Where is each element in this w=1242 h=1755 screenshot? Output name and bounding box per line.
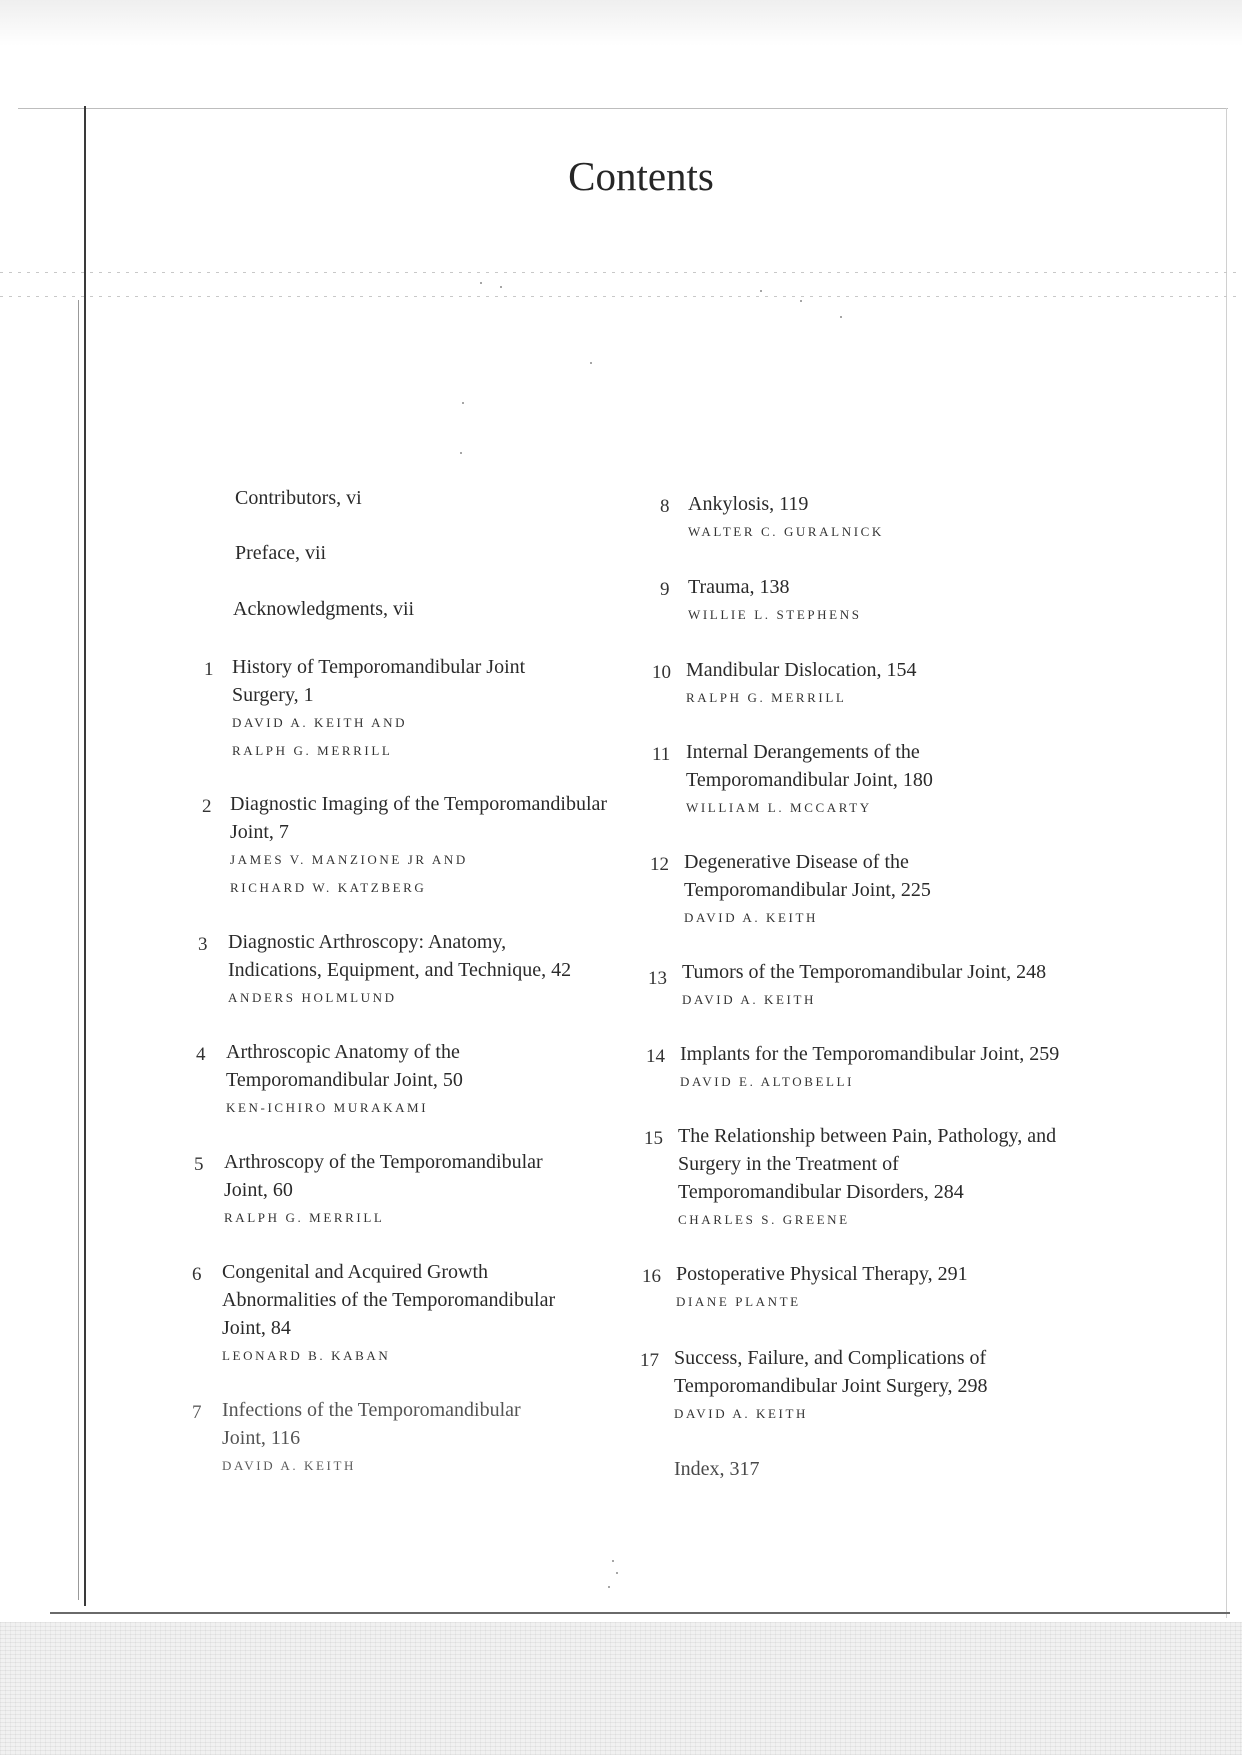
toc-entry-chapter-11 bbox=[652, 738, 933, 822]
toc-entry-chapter-6 bbox=[194, 1258, 555, 1370]
chapter-title-line: Ankylosis, 119 bbox=[688, 493, 809, 515]
back-matter-index: Index, 317 bbox=[674, 1458, 760, 1480]
faint-scan-band bbox=[0, 296, 1242, 297]
toc-entry-chapter-5 bbox=[196, 1148, 543, 1232]
chapter-author: WILLIAM L. MCCARTY bbox=[686, 800, 872, 815]
chapter-author: ANDERS HOLMLUND bbox=[228, 990, 397, 1005]
chapter-number: 6 bbox=[192, 1264, 202, 1285]
chapter-author: RALPH G. MERRILL bbox=[686, 690, 847, 705]
chapter-author: RICHARD W. KATZBERG bbox=[230, 880, 427, 895]
chapter-title-line: Success, Failure, and Complications of bbox=[674, 1347, 987, 1369]
chapter-title-line: Tumors of the Temporomandibular Joint, 248 bbox=[682, 961, 1047, 983]
chapter-title-line: History of Temporomandibular Joint bbox=[232, 656, 526, 678]
page-title: Contents bbox=[568, 153, 714, 199]
chapter-author: DAVID A. KEITH bbox=[674, 1406, 809, 1421]
chapter-author: RALPH G. MERRILL bbox=[232, 743, 393, 758]
scan-bottom-noise bbox=[0, 1622, 1242, 1755]
chapter-number: 5 bbox=[194, 1154, 204, 1175]
chapter-title-line: Infections of the Temporomandibular bbox=[222, 1399, 521, 1421]
toc-entry-chapter-7 bbox=[194, 1396, 521, 1480]
chapter-author: LEONARD B. KABAN bbox=[222, 1348, 391, 1363]
toc-entry-chapter-12 bbox=[650, 848, 931, 932]
chapter-title-line: Joint, 116 bbox=[222, 1427, 301, 1449]
dust-speck bbox=[590, 362, 592, 364]
chapter-author: DAVID A. KEITH bbox=[682, 992, 817, 1007]
chapter-title-line: Surgery, 1 bbox=[232, 684, 314, 706]
chapter-author: DAVID A. KEITH bbox=[222, 1458, 357, 1473]
dust-speck bbox=[840, 316, 842, 318]
chapter-number: 4 bbox=[196, 1044, 206, 1065]
chapter-title-line: Temporomandibular Joint, 50 bbox=[226, 1069, 463, 1091]
toc-entry-chapter-16 bbox=[642, 1260, 968, 1316]
chapter-author: DIANE PLANTE bbox=[676, 1294, 801, 1309]
chapter-number: 1 bbox=[204, 659, 214, 680]
chapter-number: 13 bbox=[648, 968, 667, 989]
chapter-title-line: Diagnostic Imaging of the Temporomandibular bbox=[230, 793, 608, 815]
dust-speck bbox=[760, 290, 762, 292]
chapter-title-line: Arthroscopy of the Temporomandibular bbox=[224, 1151, 543, 1173]
chapter-number: 11 bbox=[652, 744, 671, 765]
dust-speck bbox=[612, 1560, 614, 1562]
chapter-author: CHARLES S. GREENE bbox=[678, 1212, 850, 1227]
chapter-number: 3 bbox=[198, 934, 208, 955]
front-matter-contributors: Contributors, vi bbox=[235, 487, 362, 509]
toc-entry-chapter-4 bbox=[198, 1038, 463, 1122]
chapter-author: WILLIE L. STEPHENS bbox=[688, 607, 862, 622]
page-top-edge bbox=[18, 108, 1228, 109]
chapter-number: 14 bbox=[646, 1046, 665, 1067]
chapter-title-line: Temporomandibular Joint, 180 bbox=[686, 769, 933, 791]
page-right-edge bbox=[1226, 108, 1227, 1618]
chapter-number: 15 bbox=[644, 1128, 663, 1149]
chapter-number: 8 bbox=[660, 496, 670, 517]
chapter-title-line: Degenerative Disease of the bbox=[684, 851, 909, 873]
front-matter-acknowledgments: Acknowledgments, vii bbox=[233, 598, 415, 620]
book-spine-edge bbox=[84, 106, 86, 1606]
chapter-number: 16 bbox=[642, 1266, 661, 1287]
toc-entry-chapter-15 bbox=[644, 1122, 1056, 1234]
chapter-author: DAVID A. KEITH AND bbox=[232, 715, 408, 730]
toc-entry-chapter-14 bbox=[646, 1040, 1059, 1096]
toc-entry-chapter-8 bbox=[660, 490, 884, 546]
chapter-title-line: Trauma, 138 bbox=[688, 576, 790, 598]
page-bottom-edge bbox=[50, 1612, 1230, 1614]
chapter-title-line: The Relationship between Pain, Pathology, and bbox=[678, 1125, 1057, 1147]
chapter-author: JAMES V. MANZIONE JR AND bbox=[230, 852, 468, 867]
chapter-title-line: Arthroscopic Anatomy of the bbox=[226, 1041, 460, 1063]
chapter-title-line: Diagnostic Arthroscopy: Anatomy, bbox=[228, 931, 507, 953]
chapter-title-line: Implants for the Temporomandibular Joint, 259 bbox=[680, 1043, 1060, 1065]
dust-speck bbox=[800, 300, 802, 302]
chapter-number: 2 bbox=[202, 796, 212, 817]
chapter-title-line: Abnormalities of the Temporomandibular bbox=[222, 1289, 556, 1311]
chapter-author: KEN-ICHIRO MURAKAMI bbox=[226, 1100, 429, 1115]
dust-speck bbox=[480, 282, 482, 284]
toc-entry-chapter-10 bbox=[652, 656, 917, 712]
chapter-number: 7 bbox=[192, 1402, 202, 1423]
toc-entry-chapter-17 bbox=[640, 1344, 988, 1428]
chapter-title-line: Internal Derangements of the bbox=[686, 741, 920, 763]
book-spine-shadow bbox=[78, 300, 79, 1600]
chapter-author: RALPH G. MERRILL bbox=[224, 1210, 385, 1225]
toc-entry-chapter-3 bbox=[200, 928, 571, 1012]
dust-speck bbox=[460, 452, 462, 454]
dust-speck bbox=[616, 1572, 618, 1574]
toc-entry-chapter-9 bbox=[660, 573, 862, 629]
chapter-title-line: Mandibular Dislocation, 154 bbox=[686, 659, 917, 681]
chapter-title-line: Joint, 7 bbox=[230, 821, 289, 843]
chapter-number: 12 bbox=[650, 854, 669, 875]
chapter-author: DAVID E. ALTOBELLI bbox=[680, 1074, 855, 1089]
scan-top-shadow bbox=[0, 0, 1242, 46]
dust-speck bbox=[500, 286, 502, 288]
chapter-number: 9 bbox=[660, 579, 670, 600]
chapter-title-line: Congenital and Acquired Growth bbox=[222, 1261, 489, 1283]
chapter-title-line: Temporomandibular Joint, 225 bbox=[684, 879, 931, 901]
toc-entry-chapter-1 bbox=[206, 653, 525, 765]
chapter-title-line: Joint, 84 bbox=[222, 1317, 291, 1339]
dust-speck bbox=[462, 402, 464, 404]
chapter-author: DAVID A. KEITH bbox=[684, 910, 819, 925]
chapter-title-line: Temporomandibular Joint Surgery, 298 bbox=[674, 1375, 988, 1397]
chapter-title-line: Temporomandibular Disorders, 284 bbox=[678, 1181, 964, 1203]
front-matter-preface: Preface, vii bbox=[235, 542, 327, 564]
dust-speck bbox=[608, 1586, 610, 1588]
chapter-author: WALTER C. GURALNICK bbox=[688, 524, 884, 539]
chapter-number: 10 bbox=[652, 662, 671, 683]
chapter-title-line: Surgery in the Treatment of bbox=[678, 1153, 899, 1175]
chapter-title-line: Indications, Equipment, and Technique, 42 bbox=[228, 959, 572, 981]
faint-scan-band bbox=[0, 272, 1242, 273]
chapter-title-line: Postoperative Physical Therapy, 291 bbox=[676, 1263, 968, 1285]
toc-entry-chapter-13 bbox=[648, 958, 1046, 1014]
chapter-number: 17 bbox=[640, 1350, 659, 1371]
chapter-title-line: Joint, 60 bbox=[224, 1179, 293, 1201]
toc-entry-chapter-2 bbox=[204, 790, 607, 902]
